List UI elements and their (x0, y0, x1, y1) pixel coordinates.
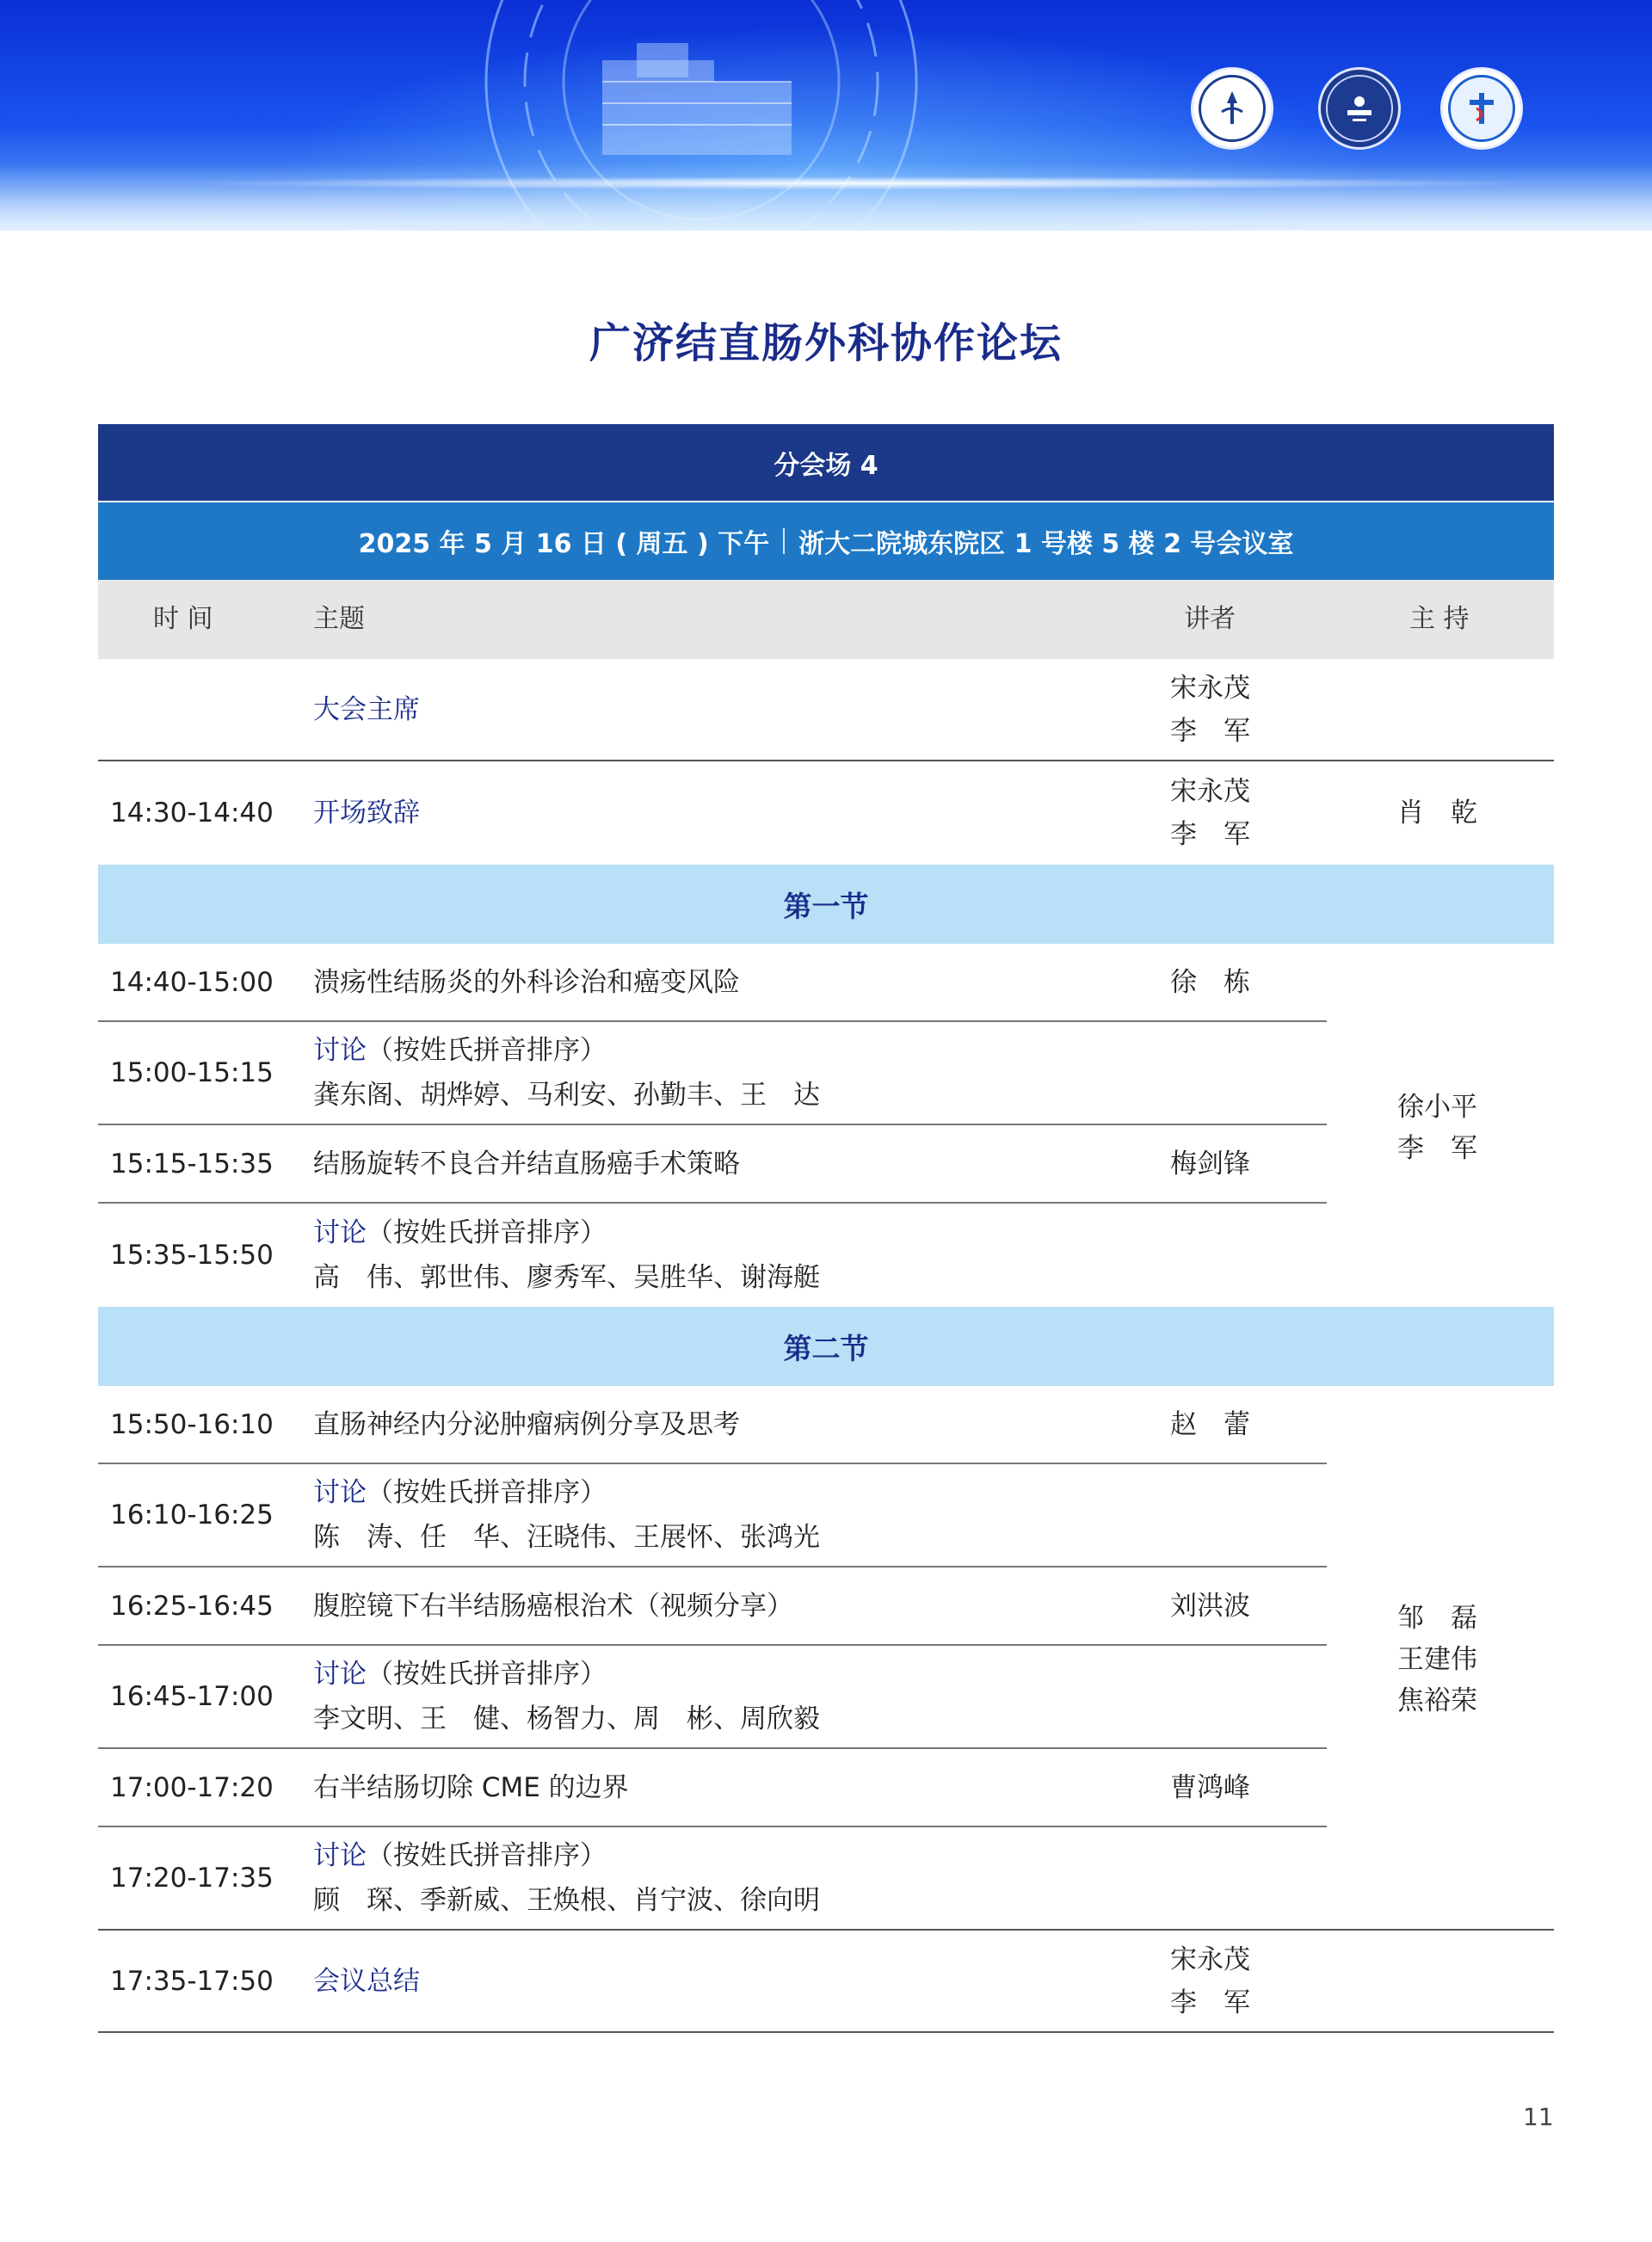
column-header-row (98, 580, 1554, 659)
discussion-heading (313, 1470, 1174, 1515)
discussant-names: 龚东阁、胡烨婷、马利安、孙勤丰、王 达 (313, 1080, 820, 1111)
banner-light-streak (172, 176, 1549, 190)
topic-cell: 直肠神经内分泌肿瘤病例分享及思考 (313, 1408, 740, 1440)
discussion-cell (313, 1646, 1174, 1747)
association-seal (1448, 75, 1515, 142)
table-row (98, 761, 1554, 865)
section-body (98, 944, 1554, 1307)
topic-cell: 溃疡性结肠炎的外科诊治和癌变风险 (313, 966, 740, 998)
column-header-topic: 主题 (313, 604, 365, 634)
discussant-names: 陈 涛、任 华、汪晓伟、王展怀、张鸿光 (313, 1522, 820, 1553)
host-name: 邹 磊 (1397, 1603, 1477, 1634)
time-cell: 14:40-15:00 (110, 966, 274, 998)
hospital-emblem-icon (1337, 86, 1382, 131)
discussion-note: （按姓氏拼音排序） (367, 1659, 607, 1690)
speaker-cell: 赵 蕾 (1170, 1408, 1250, 1440)
host-name: 李 军 (1397, 1133, 1477, 1164)
date-venue-divider (783, 528, 785, 554)
table-row (98, 1464, 1554, 1568)
time-cell: 14:30-14:40 (110, 798, 274, 828)
time-cell: 15:00-15:15 (110, 1057, 274, 1088)
column-header-time: 时 间 (153, 604, 213, 634)
discussion-note: （按姓氏拼音排序） (367, 1477, 607, 1508)
speaker-cell (1170, 659, 1325, 760)
section-header: 第一节 (98, 865, 1554, 944)
table-row (98, 1749, 1554, 1827)
speaker-name: 宋永茂 (1170, 1943, 1250, 1975)
discussion-heading (313, 1833, 1174, 1878)
banner-glow (0, 163, 1652, 231)
time-cell: 15:15-15:35 (110, 1148, 274, 1180)
time-cell: 17:35-17:50 (110, 1965, 274, 1997)
schedule-table (98, 424, 1554, 2033)
speaker-name: 李 军 (1170, 715, 1250, 747)
speaker-name: 李 军 (1170, 819, 1250, 850)
speaker-cell: 徐 栋 (1170, 966, 1250, 998)
discussion-note: （按姓氏拼音排序） (367, 1217, 607, 1248)
session-label: 分会场 4 (774, 450, 878, 481)
time-cell: 16:45-17:00 (110, 1681, 274, 1712)
topic-cell: 腹腔镜下右半结肠癌根治术（视频分享） (313, 1590, 793, 1622)
speaker-name: 李 军 (1170, 1986, 1250, 2018)
section-hosts (1397, 944, 1544, 1312)
time-cell: 15:35-15:50 (110, 1240, 274, 1271)
topic-cell: 开场致辞 (313, 798, 420, 828)
discussion-cell (313, 1204, 1174, 1307)
column-header-host: 主 持 (1409, 604, 1470, 634)
discussion-label: 讨论 (313, 1840, 367, 1871)
section-body (98, 1386, 1554, 1931)
table-row (98, 1568, 1554, 1646)
page-number: 11 (1523, 2103, 1554, 2131)
discussion-heading (313, 1028, 1174, 1073)
topic-cell: 右半结肠切除 CME 的边界 (313, 1771, 629, 1803)
discussion-label: 讨论 (313, 1035, 367, 1066)
zhejiang-university-seal (1199, 75, 1266, 142)
discussion-label: 讨论 (313, 1477, 367, 1508)
discussion-label: 讨论 (313, 1217, 367, 1248)
torch-icon (1210, 86, 1254, 131)
time-cell: 15:50-16:10 (110, 1408, 274, 1440)
table-row (98, 659, 1554, 761)
table-row (98, 1827, 1554, 1931)
time-cell: 17:00-17:20 (110, 1771, 274, 1803)
page-title: 广济结直肠外科协作论坛 (589, 319, 1063, 367)
staff-emblem-icon (1459, 86, 1504, 131)
discussant-names: 顾 琛、季新威、王焕根、肖宁波、徐向明 (313, 1885, 820, 1916)
section-hosts (1397, 1386, 1544, 1933)
header-banner (0, 0, 1652, 231)
table-row (98, 1386, 1554, 1464)
second-affiliated-hospital-logo (1318, 67, 1401, 150)
host-name: 焦裕荣 (1397, 1685, 1477, 1716)
table-row (98, 1646, 1554, 1749)
discussion-cell (313, 1827, 1174, 1929)
host-cell: 肖 乾 (1397, 798, 1477, 828)
discussion-cell (313, 1464, 1174, 1566)
session-venue: 浙大二院城东院区 1 号楼 5 楼 2 号会议室 (798, 529, 1294, 559)
topic-cell: 会议总结 (313, 1965, 420, 1997)
speaker-name: 宋永茂 (1170, 776, 1250, 807)
time-cell: 16:25-16:45 (110, 1590, 274, 1622)
association-logo (1440, 67, 1523, 150)
discussant-names: 李文明、王 健、杨智力、周 彬、周欣毅 (313, 1703, 820, 1734)
speaker-cell: 刘洪波 (1170, 1590, 1250, 1622)
discussion-label: 讨论 (313, 1659, 367, 1690)
speaker-name: 宋永茂 (1170, 672, 1250, 704)
speaker-cell (1170, 761, 1325, 865)
discussant-names: 高 伟、郭世伟、廖秀军、吴胜华、谢海艇 (313, 1262, 820, 1293)
table-row (98, 1204, 1554, 1307)
time-cell: 17:20-17:35 (110, 1863, 274, 1894)
section-header: 第二节 (98, 1307, 1554, 1386)
discussion-note: （按姓氏拼音排序） (367, 1840, 607, 1871)
speaker-cell: 梅剑锋 (1170, 1148, 1250, 1180)
date-venue-header (98, 502, 1554, 580)
column-header-speaker: 讲者 (1184, 604, 1236, 634)
session-header (98, 424, 1554, 502)
discussion-note: （按姓氏拼音排序） (367, 1035, 607, 1066)
time-cell: 16:10-16:25 (110, 1500, 274, 1531)
discussion-heading (313, 1652, 1174, 1697)
host-name: 徐小平 (1397, 1092, 1477, 1123)
discussion-cell (313, 1022, 1174, 1124)
zhejiang-university-logo (1191, 67, 1273, 150)
session-date: 2025 年 5 月 16 日 ( 周五 ) 下午 (358, 529, 770, 559)
topic-cell: 大会主席 (313, 693, 420, 725)
table-row (98, 1022, 1554, 1125)
table-row (98, 1125, 1554, 1204)
discussion-heading (313, 1210, 1174, 1255)
table-row (98, 944, 1554, 1022)
host-name: 王建伟 (1397, 1644, 1477, 1675)
hospital-seal (1326, 75, 1393, 142)
speaker-cell: 曹鸿峰 (1170, 1771, 1250, 1803)
topic-cell: 结肠旋转不良合并结直肠癌手术策略 (313, 1148, 740, 1180)
table-row (98, 1931, 1554, 2033)
speaker-cell (1170, 1931, 1325, 2031)
